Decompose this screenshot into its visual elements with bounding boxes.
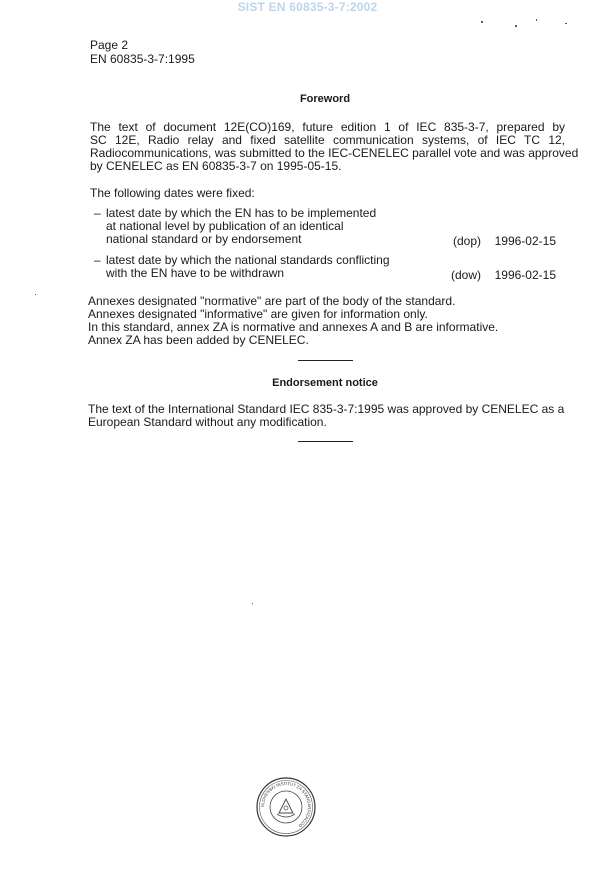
annex-notes — [88, 295, 498, 347]
date-item-dop — [94, 207, 556, 247]
endorsement-text — [88, 403, 563, 429]
stamp-ring-text: SLOVENSKI INSTITUT ZA STANDARDIZACIJO — [259, 780, 313, 829]
date-item-text: latest date by which the EN has to be implemented at national level by publication of an identical national standard or by endorsement — [106, 206, 377, 246]
annex-line: Annexes designated "normative" are part of the body of the standard. — [88, 294, 456, 308]
dash-bullet: – — [94, 253, 101, 267]
dates-intro: The following dates were fixed: — [90, 186, 255, 200]
document-reference: EN 60835-3-7:1995 — [90, 52, 195, 66]
scan-speck — [536, 19, 537, 21]
end-divider — [298, 441, 353, 442]
page-label: Page 2 — [90, 38, 129, 52]
section-divider — [298, 360, 353, 361]
foreword-heading: Foreword — [299, 93, 351, 105]
intro-line: The text of document 12E(CO)169, future edition 1 of IEC 835-3-7, prepared by — [90, 120, 565, 134]
scan-speck — [565, 23, 567, 24]
annex-line: Annex ZA has been added by CENELEC. — [88, 333, 309, 347]
endorsement-line: The text of the International Standard IEC 835-3-7:1995 was approved by CENELEC as a — [88, 402, 565, 416]
date-item-text: latest date by which the national standards conflicting with the EN have to be withdrawn — [106, 253, 390, 280]
institute-stamp — [255, 776, 317, 838]
annex-line: In this standard, annex ZA is normative and annexes A and B are informative. — [88, 320, 499, 334]
foreword-intro — [90, 120, 579, 173]
scan-speck — [252, 603, 253, 604]
stamp-seal-icon — [255, 776, 317, 838]
endorsement-heading: Endorsement notice — [272, 377, 378, 389]
scan-speck — [481, 21, 483, 23]
date-value: 1996-02-15 — [494, 234, 556, 248]
intro-line: by CENELEC as EN 60835-3-7 on 1995-05-15. — [90, 159, 342, 173]
page-header — [90, 38, 195, 66]
date-code: (dow) — [450, 268, 481, 282]
watermark: SIST EN 60835-3-7:2002 — [237, 0, 378, 14]
annex-line: Annexes designated "informative" are given for information only. — [88, 307, 428, 321]
intro-line: SC 12E, Radio relay and fixed satellite communication systems, of IEC TC 12, — [90, 133, 565, 147]
date-item-dow — [94, 254, 556, 282]
dash-bullet: – — [94, 206, 101, 220]
endorsement-line: European Standard without any modification. — [88, 415, 327, 429]
date-value: 1996-02-15 — [494, 268, 556, 282]
date-code: (dop) — [452, 234, 481, 248]
scan-speck — [35, 294, 36, 295]
scan-speck — [515, 25, 517, 27]
intro-line: Radiocommunications, was submitted to the IEC-CENELEC parallel vote and was approved — [90, 146, 579, 160]
